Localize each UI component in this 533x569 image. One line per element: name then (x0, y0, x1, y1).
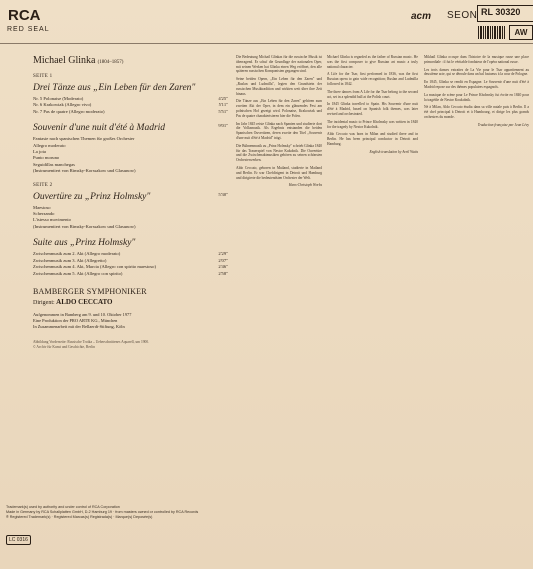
work-1-tracks (33, 96, 228, 115)
notes-paragraph: Michael Glinka is regarded as the father of Russian music. He was the first composer to give Russian art music a truly national character. (327, 55, 418, 69)
svg-text:RCA: RCA (8, 7, 41, 23)
work-detail-line: Scherzando (33, 211, 55, 217)
work-detail-line: La jota (33, 149, 46, 155)
track-name: Nr. 6 Krakowiak (Allegro vivo) (33, 102, 92, 108)
notes-german-body (236, 55, 322, 180)
track-name: Zwischenmusik zum 2. Akt (Allegro moderato) (33, 251, 121, 257)
track-time: 2'07" (218, 257, 228, 263)
legal-footer (6, 505, 236, 520)
work-2-details (33, 136, 228, 174)
notes-paragraph: En 1845, Glinka se rendit en Espagne. Le Souvenir d'une nuit d'été à Madrid repose sur des thèmes populaires espagnols. (424, 80, 529, 89)
legal-line: Trademark(s) used by authority and under control of RCA Corporation (6, 505, 120, 509)
work-2-title-row (33, 123, 228, 133)
track-row (33, 271, 228, 277)
composer-name: Michael Glinka (33, 55, 96, 66)
work-3-details (33, 205, 228, 231)
notes-french (424, 55, 529, 565)
composer-heading (33, 55, 228, 66)
notes-paragraph: Seine beiden Opern, „Ein Leben für den Zaren" und „Ruslan und Ludmilla", legten den Grundstein der russischen Musiktradition und wirkten weit über ihre Zeit hinaus. (236, 77, 322, 96)
work-detail-line: Punto moruno (33, 155, 60, 161)
catalog-number: RL 30320 (477, 5, 533, 22)
work-4-tracks (33, 251, 228, 277)
recording-line: Eine Produktion der PRO ARTE KG., München (33, 317, 118, 323)
notes-paragraph: Les trois danses extraites de La Vie pour le Tsar appartiennent au deuxième acte, qui se déroule dans un bal fastueux à la cour de Pologne. (424, 67, 529, 77)
work-detail-line: Allegro moderato (33, 142, 66, 148)
legal-line: ® Registered Trademark(s) · Registered Marcas(s) Registrada(s) · Marque(s) Deposée(s) (6, 515, 153, 519)
program-column (33, 55, 228, 350)
orchestra-name: BAMBERGER SYMPHONIKER (33, 286, 147, 296)
notes-english-translator: English translation by Avril Watts (369, 149, 418, 154)
recording-line: In Zusammenarbeit mit der Bellaerdt-Stiftung, Köln (33, 323, 125, 329)
notes-paragraph: A Life for the Tsar, first performed in 1836, was the first Russian opera to gain wide recognition; Ruslan and Ludmilla followed in 1842. (327, 72, 418, 86)
notes-paragraph: Aldo Ceccato, geboren in Mailand, studierte in Mailand und Berlin. Er war Chefdirigent in Detroit und Hamburg und dirigierte die bedeutendsten Orchester der Welt. (236, 165, 322, 180)
work-2-time: 9'01" (218, 123, 228, 129)
track-name: Zwischenmusik zum 3. Akt (Allegretto) (33, 257, 107, 263)
acm-label: acm (411, 11, 432, 22)
conductor-label: Dirigent: (33, 299, 55, 306)
work-1-title: Drei Tänze aus „Ein Leben für den Zaren" (33, 83, 196, 93)
seon-label: SEON (447, 10, 478, 21)
track-name: Nr. 7 Pas de quatre (Allegro moderato) (33, 108, 105, 114)
work-detail-line: (Instrumentiert von Rimsky-Korssakow und Glasunow) (33, 168, 136, 174)
aw-badge: AW (509, 25, 533, 40)
work-detail-line: Maestoso (33, 204, 51, 210)
work-3-title-row (33, 192, 228, 202)
side-2-label: SEITE 2 (33, 182, 53, 188)
recording-line: Aufgenommen in Bamberg am 9. und 10. Oktober 1977 (33, 311, 132, 317)
composer-dates: (1804–1857) (97, 60, 124, 65)
barcode-icon (477, 25, 507, 40)
legal-line: Made in Germany by RCA Schallplatten GmbH, D-2 Hamburg 19 · from masters owned or controlled by RCA Records (6, 510, 199, 514)
header-divider (0, 43, 533, 44)
track-name: Zwischenmusik zum 4. Akt, Marcia (Allegro con spirito maestoso) (33, 264, 156, 270)
notes-paragraph: In 1845 Glinka travelled to Spain. His Souvenir d'une nuit d'été à Madrid, based on Spanish folk themes, was later revised and orchestrated. (327, 102, 418, 116)
notes-paragraph: Die Bühnenmusik zu „Prinz Holmsky" schrieb Glinka 1840 für das Trauerspiel von Nestor Kukolnik. Die Ouvertüre und die Zwischenaktmusiken gehören zu seinen schönsten Orchesterwerken. (236, 143, 322, 163)
work-2-title: Souvenir d'une nuit d'été à Madrid (33, 123, 166, 134)
work-detail-line: (Instrumentiert von Rimsky-Korssakow und Glasunow) (33, 223, 136, 229)
credit-line: © Archiv für Kunst und Geschichte, Berlin (33, 344, 95, 349)
work-3-time: 5'30" (218, 191, 228, 197)
track-name: Zwischenmusik zum 5. Akt (Allegro con spirito) (33, 270, 123, 276)
notes-paragraph: Die Tänze aus „Ein Leben für den Zaren" gehören zum zweiten Akt der Oper, in dem ein glänzendes Fest am polnischen Hof gezeigt wird. Polonaise, Krakowiak und Pas de quatre charakterisieren hier die Polen. (236, 99, 322, 118)
conductor-name: ALDO CECCATO (56, 297, 113, 306)
track-time: 2'46" (218, 264, 228, 270)
notes-paragraph: The three dances from A Life for the Tsar belong to the second act, set in a splendid ball at the Polish court. (327, 89, 418, 99)
notes-french-body (424, 55, 529, 120)
work-detail-line: L'istesso movimento (33, 217, 71, 223)
track-name: Nr. 5 Polonaise (Moderato) (33, 96, 84, 101)
notes-paragraph: Die Bedeutung Michail Glinkas für die russische Musik ist überragend. Er schuf die Grundlage der nationalen Oper, mit seinen Werken hat Glinka einen Weg eröffnet, den alle späteren russischen Komponisten gegangen sind. (236, 55, 322, 74)
work-detail-line: Seguidillas manchegas (33, 161, 75, 167)
work-detail-line: Fantasie nach spanischen Themen für großes Orchester (33, 136, 135, 142)
work-3-title: Ouvertüre zu „Prinz Holmsky" (33, 191, 151, 202)
notes-paragraph: Im Jahr 1845 reiste Glinka nach Spanien und studierte dort die Volksmusik. Als Ergebnis entstanden die beiden Spanischen Ouvertüren, deren zweite den Titel „Souvenir d'une nuit d'été à Madrid" trägt. (236, 121, 322, 140)
recording-info (33, 312, 228, 330)
notes-english (327, 55, 418, 565)
notes-paragraph: Mikhaïl Glinka occupe dans l'histoire de la musique russe une place primordiale : il fut le véritable fondateur de l'opéra national russe. (424, 55, 529, 64)
conductor-line (33, 298, 228, 306)
notes-paragraph: The incidental music to Prince Kholmsky was written in 1840 for the tragedy by Nestor Kukolnik. (327, 119, 418, 129)
notes-paragraph: La musique de scène pour Le Prince Kholmsky fut écrite en 1840 pour la tragédie de Nestor Koukolnik. (424, 92, 529, 102)
notes-paragraph: Né à Milan, Aldo Ceccato étudia dans sa ville natale puis à Berlin. Il a été chef principal à Detroit et à Hambourg, et dirige les plus grands orchestres du monde. (424, 105, 529, 119)
credit-line: Abbildung Vorderseite: Russische Troika – Ueberschnittenes Aquarell, um 1900. (33, 339, 150, 344)
cover-credits (33, 340, 228, 350)
track-time: 4'25" (218, 96, 228, 101)
notes-german-author: Hans-Christoph Worbs (288, 183, 322, 188)
work-4-title: Suite aus „Prinz Holmsky" (33, 238, 136, 249)
track-time: 2'29" (218, 251, 228, 257)
rca-logo-icon (7, 5, 41, 23)
track-time: 5'51" (218, 108, 228, 114)
notes-english-body (327, 55, 418, 147)
track-row (33, 109, 228, 115)
notes-paragraph: Aldo Ceccato was born in Milan and studied there and in Berlin. He has been principal conductor in Detroit and Hamburg. (327, 132, 418, 146)
label-code-badge: LC 0316 (6, 535, 31, 545)
track-time: 5'11" (218, 102, 228, 108)
side-1-label: SEITE 1 (33, 74, 53, 79)
red-seal-label: RED SEAL (7, 26, 50, 33)
track-time: 2'58" (218, 270, 228, 276)
notes-french-translator: Traduction française par Jean Lévy (477, 122, 529, 127)
notes-german (236, 55, 322, 565)
